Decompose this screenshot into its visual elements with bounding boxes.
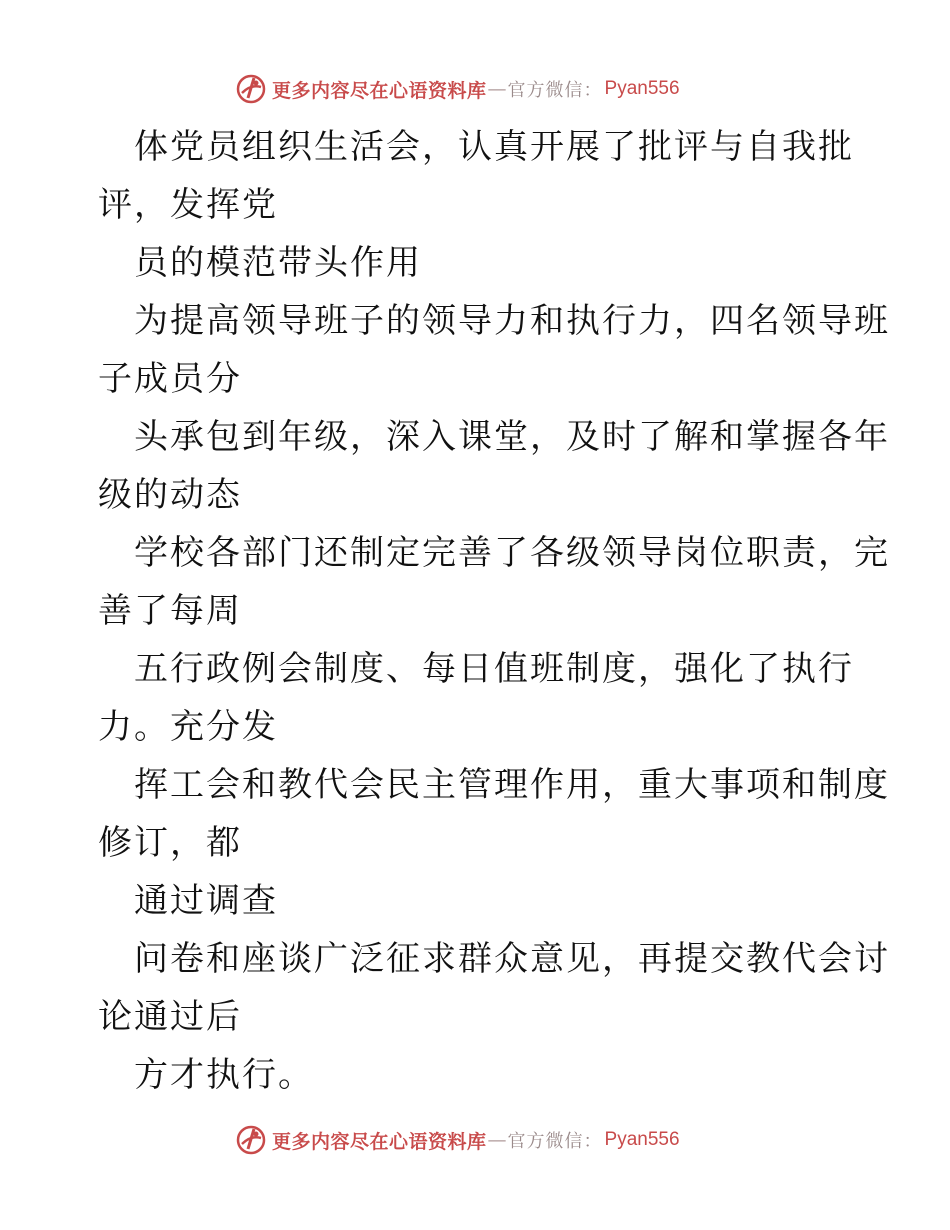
text-line: 体党员组织生活会，认真开展了批评与自我批 <box>134 127 854 167</box>
text-line: 头承包到年级，深入课堂，及时了解和掌握各年 <box>134 417 890 457</box>
text-line: 修订，都 <box>98 823 242 863</box>
text-line: 论通过后 <box>98 997 242 1037</box>
text-line: 员的模范带头作用 <box>134 243 422 283</box>
text-line: 方才执行。 <box>134 1055 314 1095</box>
text-line: 级的动态 <box>98 475 242 515</box>
watermark-separator: — <box>487 1129 507 1151</box>
watermark-label: 官方微信： <box>507 1131 603 1152</box>
text-line: 为提高领导班子的领导力和执行力，四名领导班 <box>134 301 890 341</box>
watermark-label: 官方微信： <box>507 80 603 101</box>
text-line: 挥工会和教代会民主管理作用，重大事项和制度 <box>134 765 890 805</box>
text-line: 问卷和座谈广泛征求群众意见，再提交教代会讨 <box>134 939 890 979</box>
text-line: 子成员分 <box>98 359 242 399</box>
text-line: 学校各部门还制定完善了各级领导岗位职责，完 <box>134 533 890 573</box>
text-line: 力。充分发 <box>98 707 278 747</box>
watermark-id: Pyan556 <box>604 1129 680 1150</box>
watermark-id: Pyan556 <box>604 78 680 99</box>
watermark-brand: 更多内容尽在心语资料库 <box>272 1130 487 1153</box>
watermark-separator: — <box>487 78 507 100</box>
header-watermark <box>236 73 680 105</box>
text-line: 评，发挥党 <box>98 185 278 225</box>
text-line: 五行政例会制度、每日值班制度，强化了执行 <box>134 649 854 689</box>
text-line: 善了每周 <box>98 591 242 631</box>
text-line: 通过调查 <box>134 881 278 921</box>
logo-icon <box>236 1125 266 1155</box>
footer-watermark <box>236 1124 680 1156</box>
logo-icon <box>236 74 266 104</box>
watermark-brand: 更多内容尽在心语资料库 <box>272 79 487 102</box>
document-body <box>98 118 890 1104</box>
